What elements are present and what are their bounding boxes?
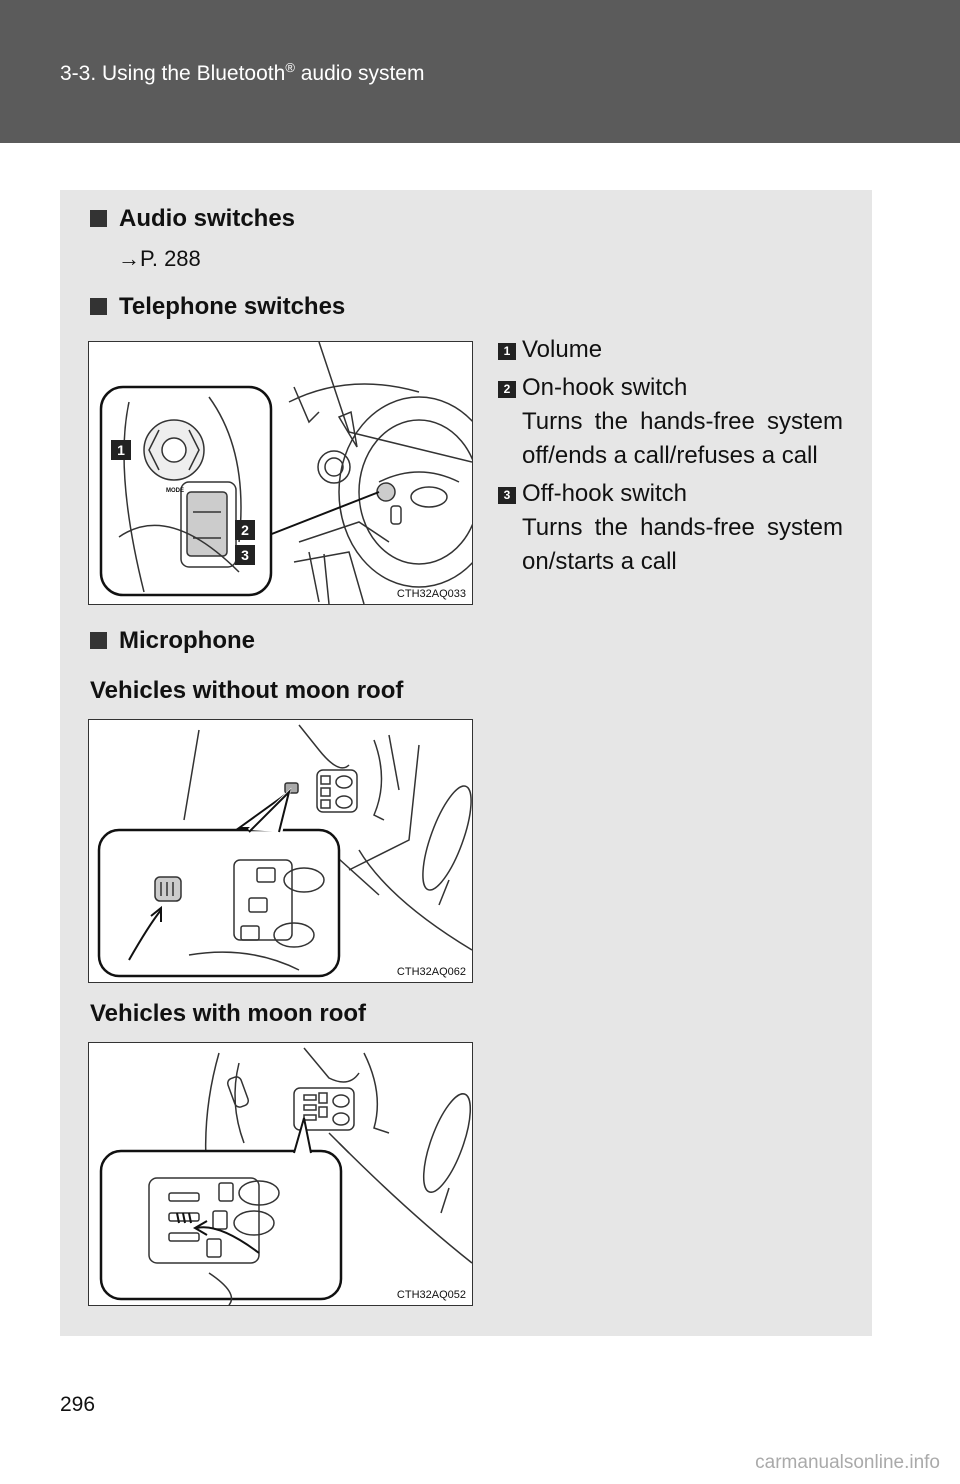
figure-code: CTH32AQ062: [396, 966, 466, 978]
bullet-square-icon: [90, 632, 107, 649]
section-title: 3-3. Using the Bluetooth® audio system: [60, 60, 425, 85]
callout-label: Off-hook switch: [522, 480, 687, 507]
page-number: 296: [60, 1393, 96, 1416]
figure-code: CTH32AQ052: [396, 1289, 466, 1301]
figure-code: CTH32AQ033: [396, 588, 466, 600]
bullet-square-icon: [90, 298, 107, 315]
bullet-square-icon: [90, 210, 107, 227]
microphone-with-moon-roof-figure: [88, 1042, 473, 1306]
telephone-switches-heading: Telephone switches: [90, 293, 345, 321]
with-moon-roof-label: Vehicles with moon roof: [90, 1000, 367, 1027]
microphone-without-moon-roof-figure: [88, 719, 473, 983]
mode-button-label: MODE: [166, 488, 184, 494]
audio-switches-heading: Audio switches: [90, 205, 295, 233]
audio-page-reference[interactable]: →P. 288: [118, 246, 201, 271]
callout-item-off-hook: [498, 477, 843, 579]
telephone-callout-list: [498, 333, 843, 583]
without-moon-roof-label: Vehicles without moon roof: [90, 677, 404, 704]
callout-item-volume: [498, 333, 843, 367]
figure-callout-2: 2: [235, 520, 255, 540]
callout-item-on-hook: [498, 371, 843, 473]
callout-number: 1: [498, 343, 516, 360]
callout-description: Turns the hands-free system on/starts a call: [522, 514, 843, 575]
page-header: [0, 0, 960, 143]
telephone-switches-figure: [88, 341, 473, 605]
callout-number: 2: [498, 381, 516, 398]
watermark[interactable]: carmanualsonline.info: [755, 1452, 940, 1473]
microphone-heading: Microphone: [90, 627, 255, 655]
figure-callout-1: 1: [111, 440, 131, 460]
callout-label: Volume: [522, 336, 603, 363]
callout-number: 3: [498, 487, 516, 504]
figure-callout-3: 3: [235, 545, 255, 565]
callout-label: On-hook switch: [522, 374, 688, 401]
callout-description: Turns the hands-free system off/ends a call/refuses a call: [522, 408, 843, 469]
